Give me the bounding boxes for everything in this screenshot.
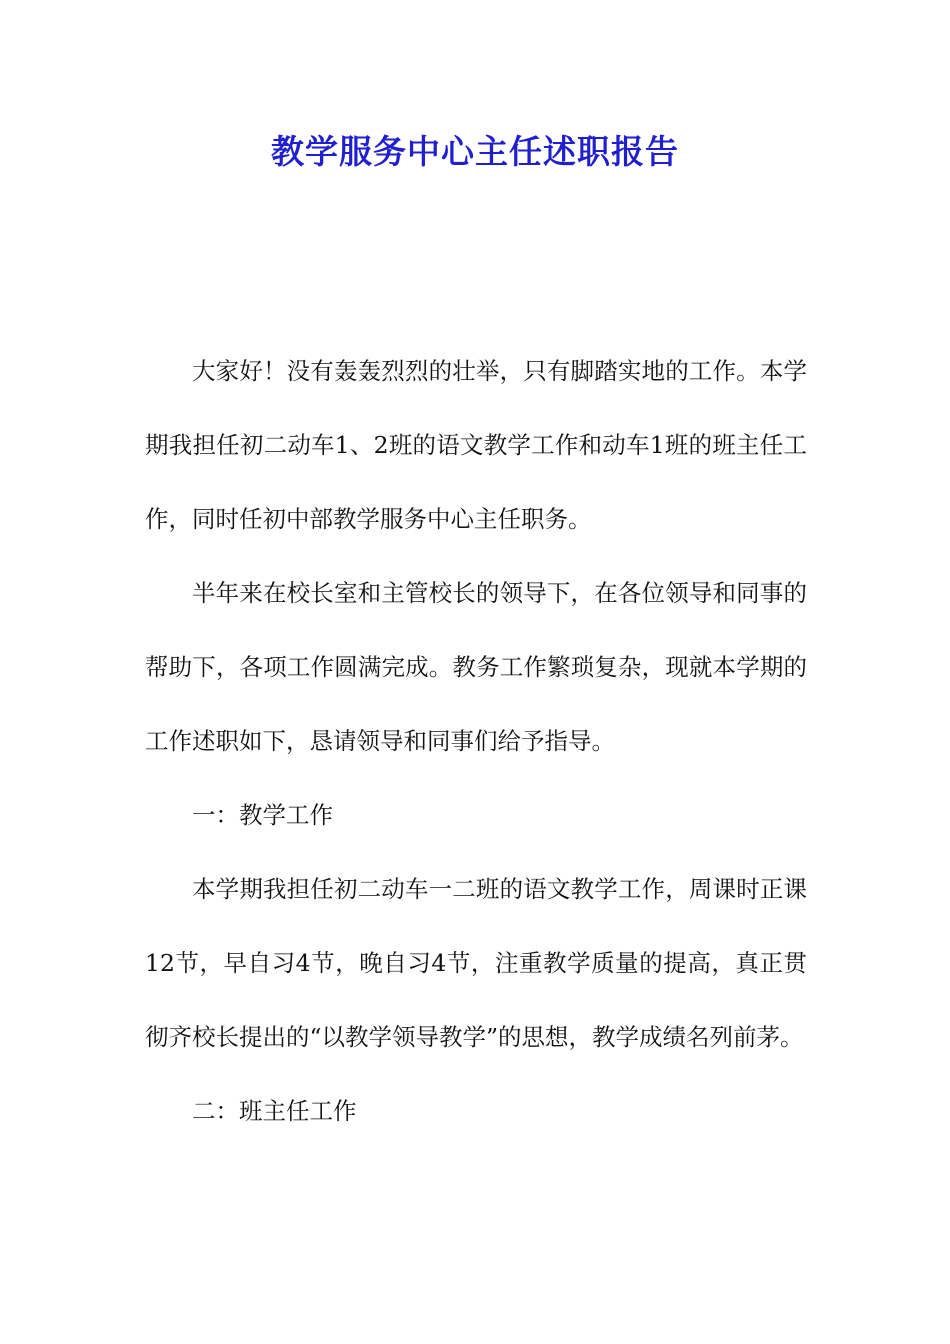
paragraph-teaching-work: 本学期我担任初二动车一二班的语文教学工作，周课时正课12节，早自习4节，晚自习4节，注重教学质量的提高，真正贯彻齐校长提出的“以教学领导教学”的思想，教学成绩名列前茅。 [145, 875, 807, 1051]
document-body [145, 334, 807, 1148]
section-heading-teaching: 一：教学工作 [192, 801, 333, 829]
paragraph-overview: 半年来在校长室和主管校长的领导下，在各位领导和同事的帮助下，各项工作圆满完成。教务工作繁琐复杂，现就本学期的工作述职如下，恳请领导和同事们给予指导。 [145, 579, 807, 755]
paragraph-greeting: 大家好！没有轰轰烈烈的壮举，只有脚踏实地的工作。本学期我担任初二动车1、2班的语文教学工作和动车1班的班主任工作，同时任初中部教学服务中心主任职务。 [145, 357, 807, 533]
section-heading-class-teacher: 二：班主任工作 [192, 1097, 357, 1125]
document-title: 教学服务中心主任述职报告 [271, 132, 679, 171]
